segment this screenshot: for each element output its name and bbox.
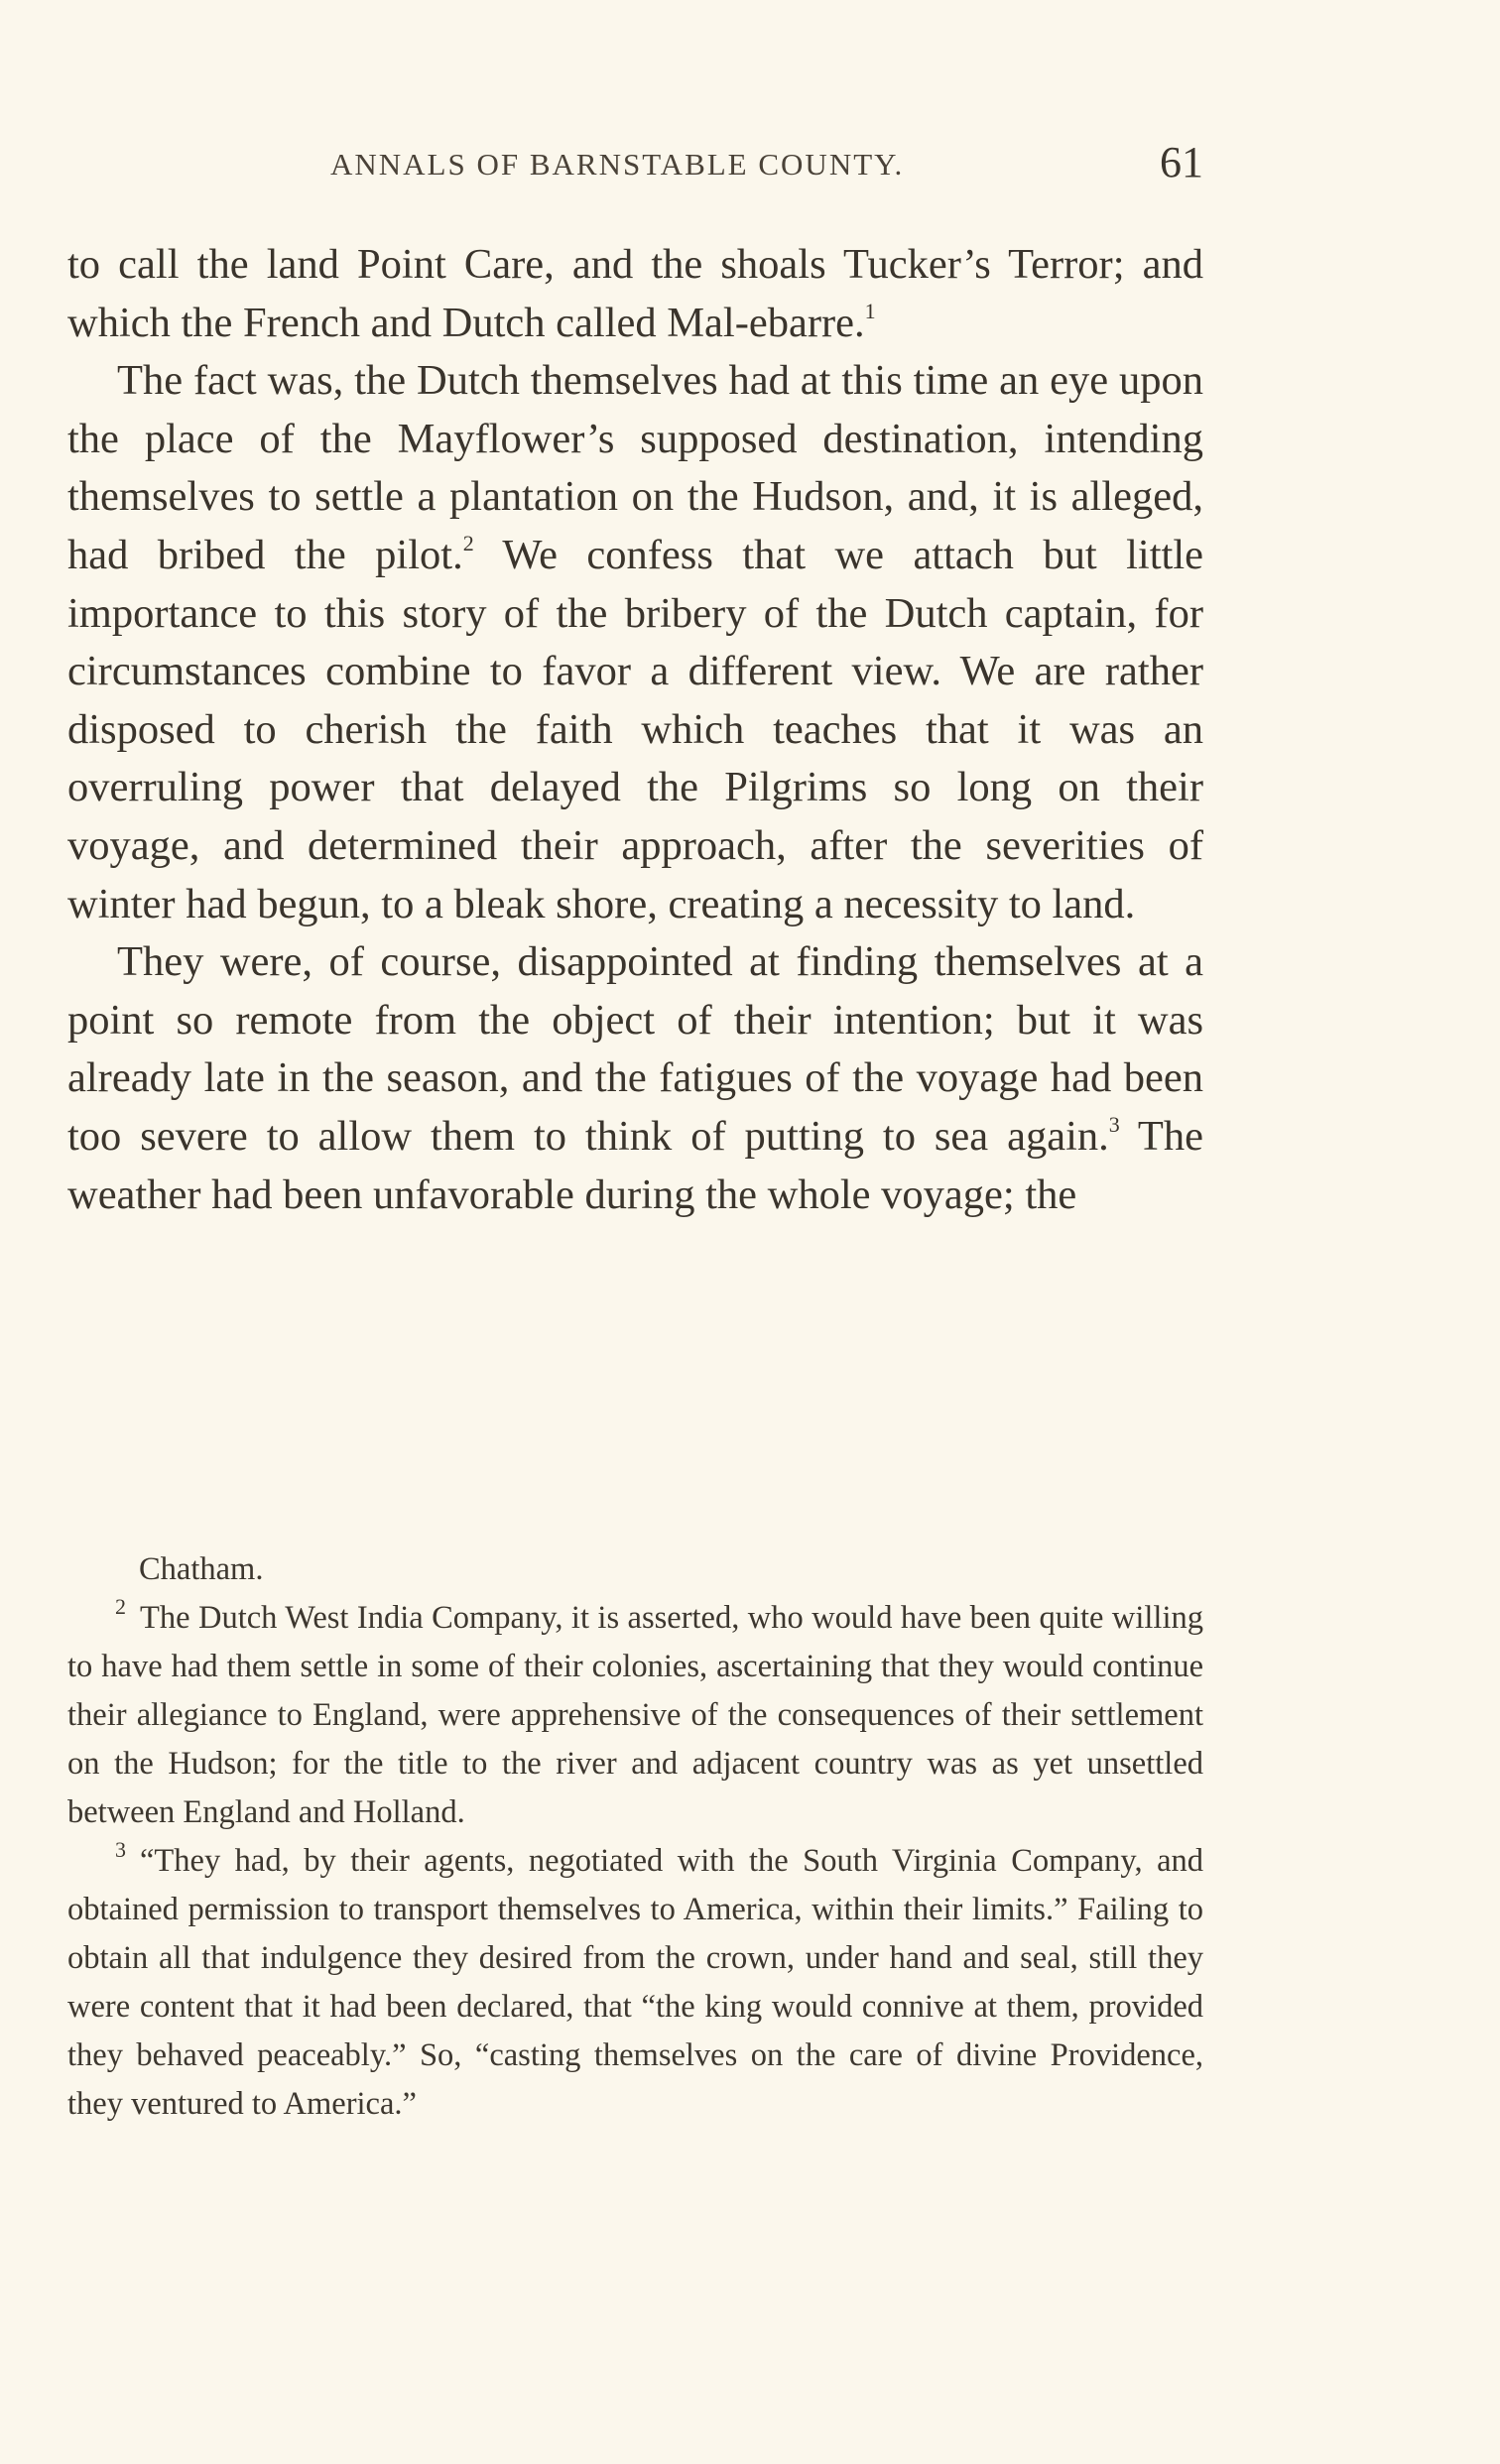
- paragraph-text: We confess that we attach but little importance to this story of the bribery of the Dutch captain, for circumstances combine to favor a different view. We are rather disposed to cherish the faith which teaches that it was an overruling power that delayed the Pilgrims so long on their voyage, and determined their approach, after the severities of winter had begun, to a bleak shore, creating a necessity to land.: [67, 531, 1203, 927]
- paragraph-text: They were, of course, disappointed at finding themselves at a point so remote from the object of their intention; but it was already late in the season, and the fatigues of the voyage had been too severe to allow them to think of putting to sea again.: [67, 938, 1203, 1160]
- footnote-ref: 2: [462, 530, 474, 555]
- paragraph-text: to call the land Point Care, and the shoals Tucker’s Terror; and which the French and Dutch called Mal-ebarre.: [67, 241, 1203, 346]
- footnote: [67, 1837, 1203, 2129]
- paragraph: [67, 933, 1203, 1224]
- body-text: [67, 236, 1203, 1224]
- footnote-number: 3: [115, 1837, 126, 1862]
- footnote-number: 2: [115, 1594, 126, 1619]
- paragraph-continued: [67, 236, 1203, 352]
- page-number: 61: [1160, 138, 1203, 186]
- paragraph-text: The fact was, the Dutch themselves had at this time an eye upon the place of the Mayflower’s supposed destination, intending themselves to settle a plantation on the Hudson, and, it is alleged, had bribed the pilot.: [67, 357, 1203, 578]
- page-header: [67, 137, 1203, 196]
- footnotes: [67, 1545, 1203, 2129]
- footnote-ref: 1: [864, 298, 876, 323]
- footnote-continued: Chatham.: [139, 1551, 264, 1587]
- footnote-text: “They had, by their agents, negotiated with the South Virginia Company, and obtained permission to transport themselves to America, within their limits.” Failing to obtain all that indulgence they desired from the crown, under hand and seal, still they were content that it had been declared, that “the king would connive at them, provided they behaved peaceably.” So, “casting themselves on the care of divine Providence, they ventured to America.”: [67, 1843, 1203, 2122]
- paragraph: [67, 352, 1203, 933]
- footnote-text: The Dutch West India Company, it is asserted, who would have been quite willing to have had them settle in some of their colonies, ascertaining that they would continue their allegiance to England, were apprehensive of the consequences of their settlement on the Hudson; for the title to the river and adjacent country was as yet unsettled between England and Holland.: [67, 1600, 1203, 1830]
- paragraph-text: The weather had been unfavorable during the whole voyage; the: [67, 1112, 1203, 1218]
- footnote: [67, 1594, 1203, 1837]
- footnote-ref: 3: [1108, 1111, 1120, 1137]
- running-head: ANNALS OF BARNSTABLE COUNTY.: [330, 147, 905, 182]
